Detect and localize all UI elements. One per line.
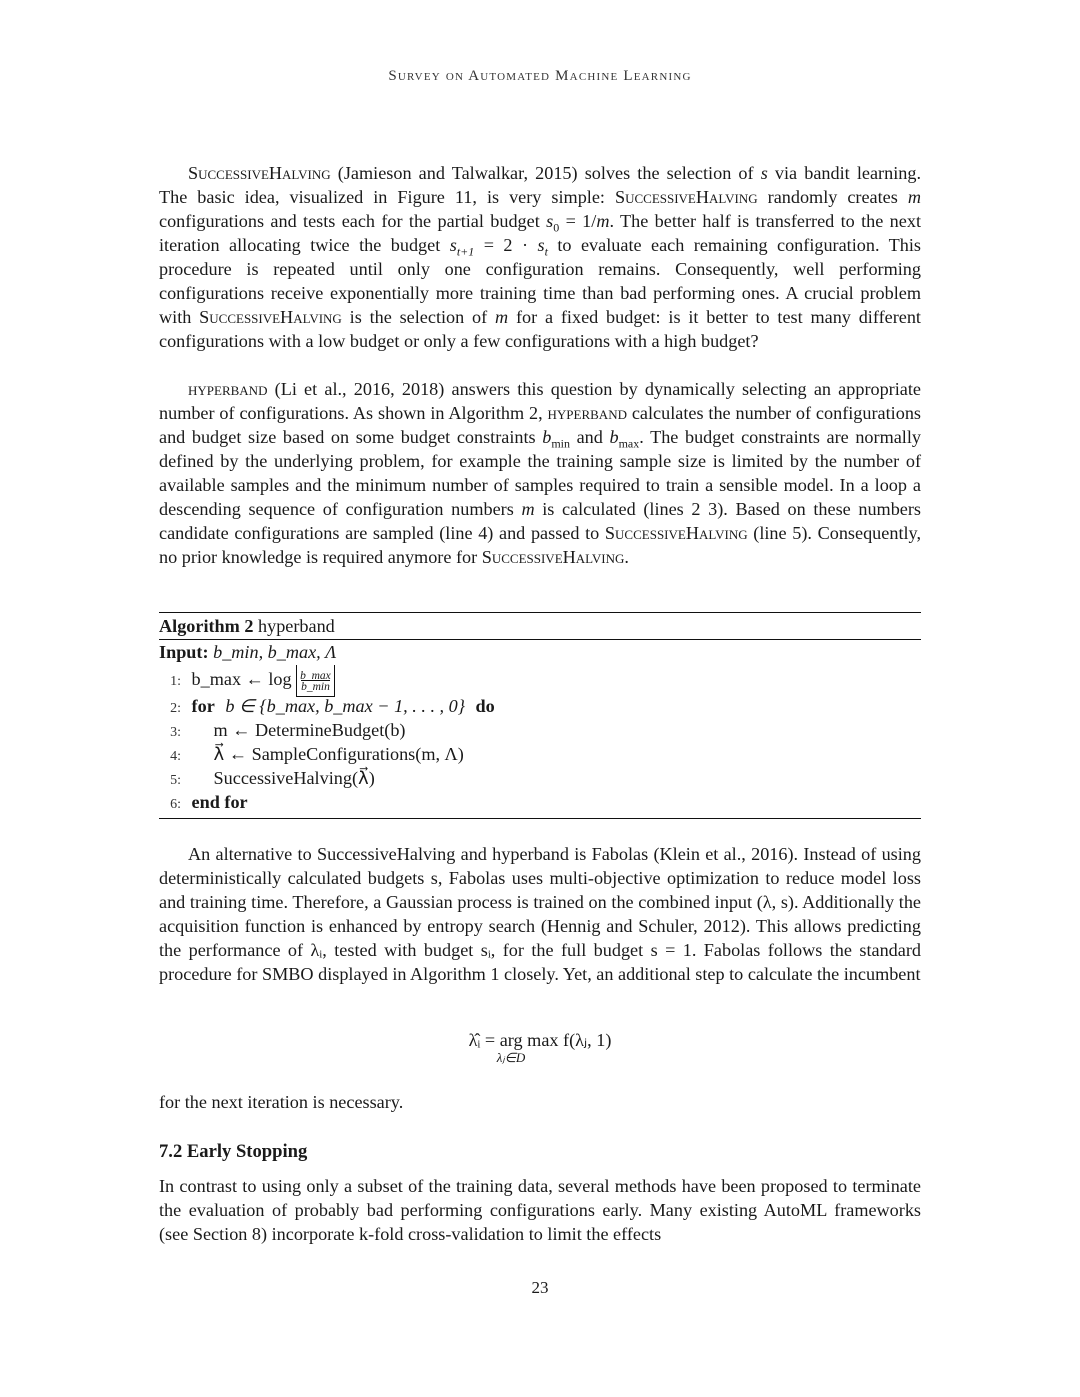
paragraph-after-equation: for the next iteration is necessary. xyxy=(159,1092,404,1112)
floor-bracket xyxy=(296,665,335,697)
algorithm-line-2: 2: for b ∈ {b_max, b_max − 1, . . . , 0} do xyxy=(170,696,495,716)
incumbent-equation: λ̂ᵢ = arg max f(λⱼ, 1) λⱼ∈D xyxy=(468,1030,612,1065)
section-heading: 7.2 Early Stopping xyxy=(159,1141,308,1162)
algorithm-line-4: 4: λ⃗ ← SampleConfigurations(m, Λ) xyxy=(170,744,464,764)
paragraph-successive-halving: SuccessiveHalving (Jamieson and Talwalkar, 2015) solves the selection of s via bandit learning. The basic idea, visualized in Figure 11, is very simple: SuccessiveHalving randomly creates m configurations and tests each for the partial budget $s_0 = 1/m$. The better half is transferred to the next iteration allocating twice the budget $s_{t+1} = 2 \cdot s_t$ to evaluate each remaining configuration. This procedure is repeated until only one configuration remains. Consequently, well performing configurations receive exponentially more training time than bad performing ones. A crucial problem with SuccessiveHalving is the selection of m for a fixed budget: is it better to test many different configurations with a low budget or only a few configurations with a high budget? xyxy=(159,163,921,351)
algorithm-bottom-rule xyxy=(159,818,921,819)
page-number: 23 xyxy=(531,1278,549,1297)
paragraph-fabolas: An alternative to SuccessiveHalving and hyperband is Fabolas (Klein et al., 2016). Instead of using deterministically calculated budgets s, Fabolas uses multi-objective optimization to reduce model loss and training time. Therefore, a Gaussian process is trained on the combined input (λ, s). Additionally the acquisition function is enhanced by entropy search (Hennig and Schuler, 2012). This allows predicting the performance of λᵢ, tested with budget sᵢ, for the full budget s = 1. Fabolas follows the standard procedure for SMBO displayed in Algorithm 1 closely. Yet, an additional step to calculate the incumbent xyxy=(159,844,921,984)
paragraph-early-stopping: In contrast to using only a subset of the training data, several methods have been proposed to terminate the evaluation of probably bad performing configurations early. Many existing AutoML frameworks (see Section 8) incorporate k-fold cross-validation to limit the effects xyxy=(159,1176,921,1244)
log-fraction: $\frac{b\_\max}{b\_\min}$ xyxy=(300,669,331,693)
algorithm-line-3: 3: m ← DetermineBudget(b) xyxy=(170,720,406,740)
running-head: Survey on Automated Machine Learning xyxy=(388,68,692,84)
paragraph-hyperband: hyperband (Li et al., 2016, 2018) answers this question by dynamically selecting an appropriate number of configurations. As shown in Algorithm 2, hyperband calculates the number of configurations and budget size based on some budget constraints $b_{min}$ and $b_{max}$. The budget constraints are normally defined by the underlying problem, for example the training sample size is limited by the number of available samples and the minimum number of samples required to train a sensible model. In a loop a descending sequence of configuration numbers m is calculated (lines 2 3). Based on these numbers candidate configurations are sampled (line 4) and passed to SuccessiveHalving (line 5). Consequently, no prior knowledge is required anymore for SuccessiveHalving. xyxy=(159,379,922,567)
algorithm-line-6: 6: end for xyxy=(170,792,248,812)
algorithm-2-box xyxy=(159,612,921,819)
algorithm-line-1: 1: b_max ← $\log \frac{b\_\max}{b\_\min}$ xyxy=(159,664,921,694)
algorithm-input-line: Input: b_min, b_max, Λ xyxy=(159,642,337,662)
algorithm-caption: Algorithm 2 hyperband xyxy=(159,613,921,640)
algorithm-line-5: 5: SuccessiveHalving(λ⃗) xyxy=(170,768,375,788)
